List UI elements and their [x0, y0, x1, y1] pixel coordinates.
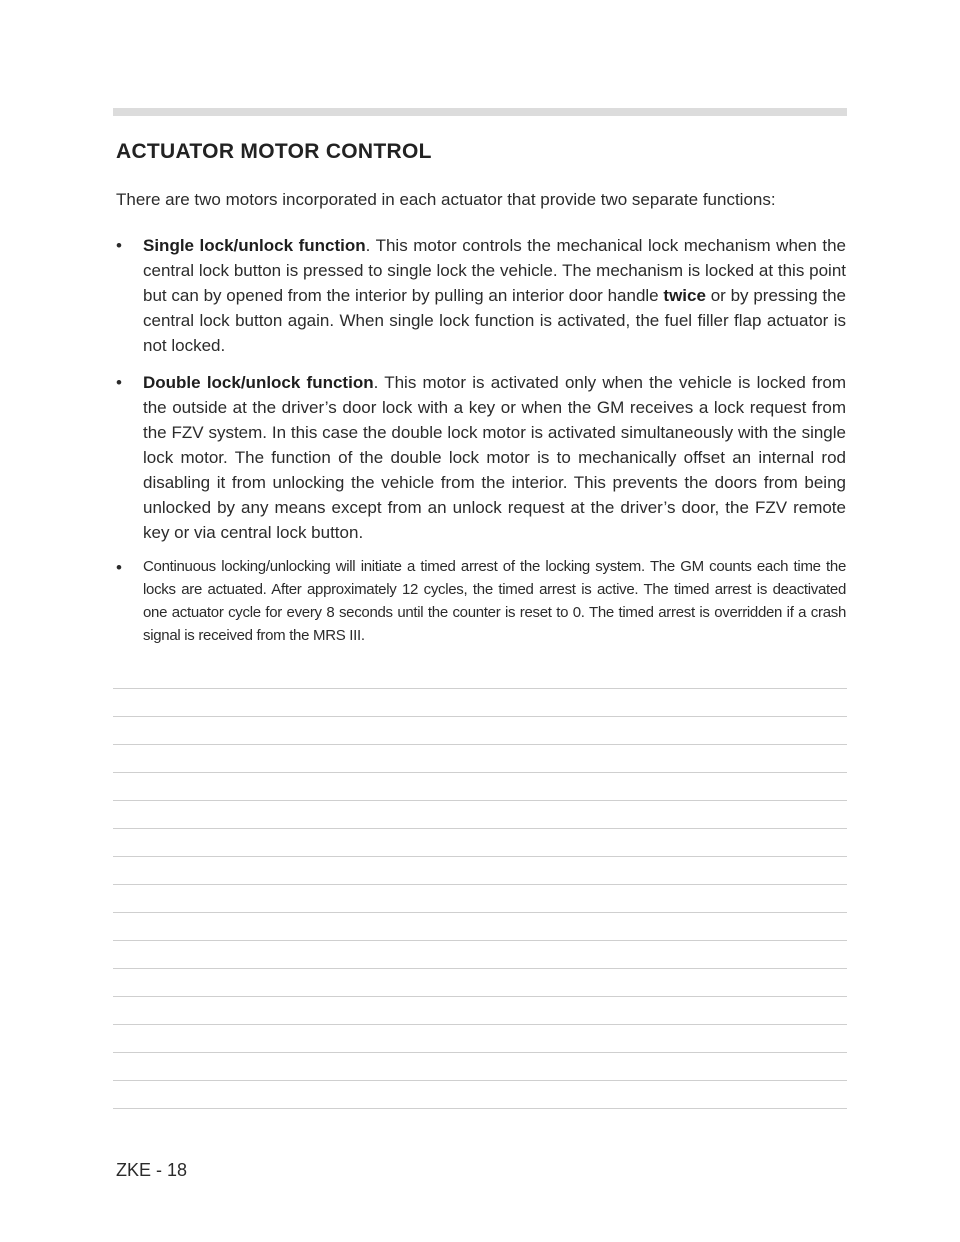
- note-line: [113, 1052, 847, 1080]
- note-line: [113, 1024, 847, 1052]
- note-line: [113, 744, 847, 772]
- bullet-timed-arrest: [116, 555, 846, 647]
- header-rule: [113, 108, 847, 116]
- bullet-double-lock: [116, 370, 846, 545]
- note-line: [113, 688, 847, 716]
- note-line: [113, 912, 847, 940]
- page-number: ZKE - 18: [116, 1160, 188, 1180]
- note-line: [113, 800, 847, 828]
- bullet-body-continued: or by pressing the central lock button again. When single lock function is activated, the fuel filler flap actuator is not locked.: [143, 286, 846, 355]
- page-title: ACTUATOR MOTOR CONTROL: [116, 140, 432, 163]
- bullet-single-lock: [116, 233, 846, 358]
- bullet-text: [143, 233, 846, 358]
- note-line: [113, 1108, 847, 1109]
- bullet-emphasis: twice: [663, 286, 706, 305]
- bullet-text: [143, 370, 846, 545]
- note-line: [113, 996, 847, 1024]
- bullet-dot: •: [116, 236, 122, 255]
- bullet-dot: •: [116, 558, 122, 577]
- note-line: [113, 884, 847, 912]
- note-line: [113, 828, 847, 856]
- note-line: [113, 856, 847, 884]
- note-line: [113, 716, 847, 744]
- note-line: [113, 1080, 847, 1108]
- bullet-heading: Single lock/unlock function: [143, 236, 366, 255]
- note-line: [113, 940, 847, 968]
- note-line: [113, 772, 847, 800]
- intro-paragraph: There are two motors incorporated in each actuator that provide two separate functions:: [116, 190, 776, 209]
- bullet-text: Continuous locking/unlocking will initiate a timed arrest of the locking system. The GM counts each time the locks are actuated. After approximately 12 cycles, the timed arrest is active. The timed arrest is deactivated one actuator cycle for every 8 seconds until the counter is reset to 0. The timed arrest is overridden if a crash signal is received from the MRS III.: [143, 558, 846, 644]
- bullet-heading: Double lock/unlock function: [143, 373, 374, 392]
- bullet-body: . This motor controls the mechanical lock mechanism when the central lock button is pressed to single lock the vehicle. The mechanism is locked at this point but can by opened from the interior by pulling an interior door handle: [143, 236, 846, 305]
- bullet-body: . This motor is activated only when the vehicle is locked from the outside at the driver’s door lock with a key or when the GM receives a lock request from the FZV system. In this case the double lock motor is activated simultaneously with the single lock motor. The function of the double lock motor is to mechanically offset an internal rod disabling it from unlocking the vehicle from the interior. This prevents the doors from being unlocked by any means except from an unlock request at the driver’s door, the FZV remote key or via central lock button.: [143, 373, 846, 542]
- bullet-dot: •: [116, 373, 122, 392]
- note-line: [113, 968, 847, 996]
- notes-area: [113, 688, 847, 1109]
